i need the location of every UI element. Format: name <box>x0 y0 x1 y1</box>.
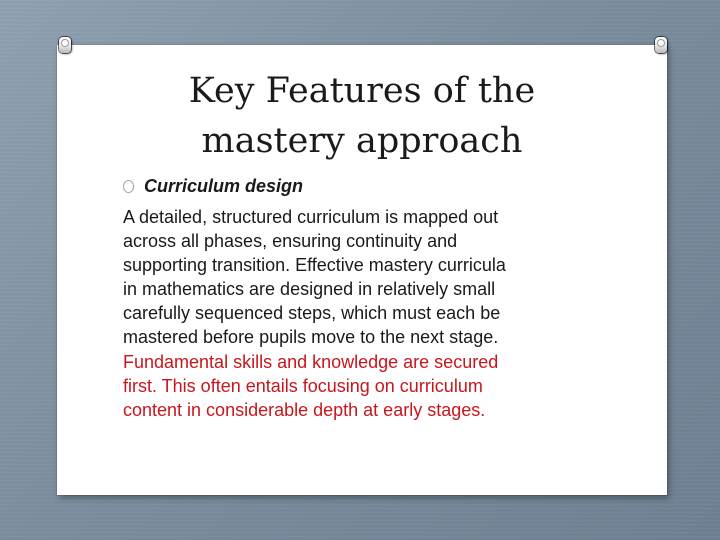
body-line: across all phases, ensuring continuity and <box>123 231 458 252</box>
pushpin-icon <box>653 37 669 59</box>
body-line: in mathematics are designed in relatively small <box>123 279 496 300</box>
body-line: A detailed, structured curriculum is mapped out <box>123 207 499 227</box>
slide-title <box>57 66 667 166</box>
body-line: mastered before pupils move to the next stage. <box>123 327 499 348</box>
hollow-circle-bullet-icon <box>123 180 134 193</box>
pushpin-icon <box>57 37 73 59</box>
body-paragraph <box>123 205 603 422</box>
bullet-label: Curriculum design <box>144 175 304 196</box>
bullet-heading <box>123 174 303 198</box>
body-line: supporting transition. Effective mastery curricula <box>123 255 506 276</box>
title-line: mastery approach <box>201 121 523 161</box>
highlight-line: content in considerable depth at early stages. <box>123 399 486 420</box>
highlight-line: Fundamental skills and knowledge are secured <box>123 351 499 372</box>
body-line: carefully sequenced steps, which must each be <box>123 303 501 324</box>
highlight-line: first. This often entails focusing on curriculum <box>123 375 483 396</box>
title-line: Key Features of the <box>188 71 536 111</box>
